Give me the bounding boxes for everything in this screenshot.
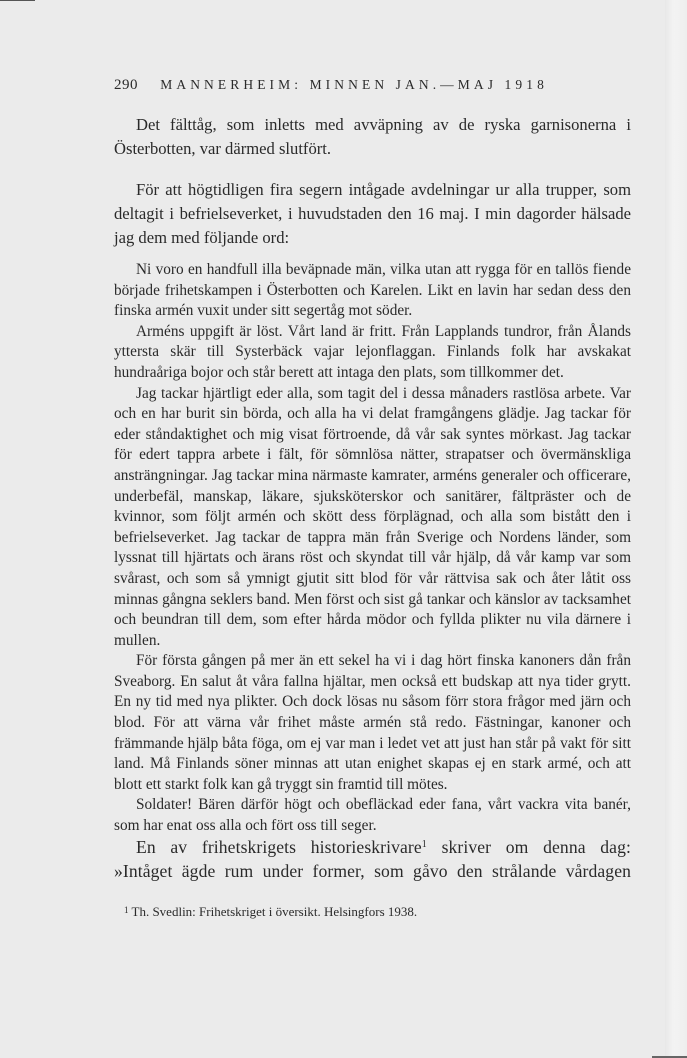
running-head <box>114 77 631 94</box>
body-text: För att högtidligen fira segern intågade avdelningar ur alla trupper, som deltagit i befrielseverket, i huvudstaden den 16 maj. I min dagorder hälsade jag dem med följande ord: <box>114 180 631 247</box>
closing-line-1 <box>114 835 631 859</box>
page-edge-shadow <box>665 0 687 1058</box>
quote-paragraph: Soldater! Bären därför högt och obefläckad eder fana, vårt vackra vita banér, som har enat oss alla och fört oss till seger. <box>114 796 631 835</box>
footnote-marker: 1 <box>124 905 129 915</box>
quote-paragraph: Ni voro en handfull illa beväpnade män, vilka utan att rygga för en tallös fiende började frihetskampen i Österbotten och Karelen. Likt en lavin har sedan dess den finska armén vuxit under sitt segertåg mot söder. <box>114 261 631 320</box>
closing-line-2: »Intåget ägde rum under former, som gåvo den strålande vårdagen <box>114 861 631 881</box>
closing-text: En av frihetskrigets historieskrivare <box>136 837 422 857</box>
body-text: Det fälttåg, som inletts med avväpning av de ryska garnisonerna i Österbotten, var därmed slutfört. <box>114 115 631 158</box>
closing-text: skriver om denna dag: <box>426 837 631 857</box>
running-title: MANNERHEIM: MINNEN JAN.—MAJ 1918 <box>160 77 548 92</box>
scan-edge-line <box>0 0 35 1</box>
footnote-text: Th. Svedlin: Frihetskriget i översikt. Helsingfors 1938. <box>128 904 418 919</box>
footnote <box>124 903 624 921</box>
page-number: 290 <box>114 77 138 93</box>
paragraph-2 <box>114 178 631 250</box>
paragraph-1 <box>114 113 631 161</box>
footnote-reference[interactable]: 1 <box>421 839 427 850</box>
quote-paragraph: För första gången på mer än ett sekel ha vi i dag hört finska kanoners dån från Sveaborg. En salut åt våra fallna hjältar, men också ett budskap att nya tider grytt. En ny tid med nya plikter. Och dock lösas nu såsom förr stora frågor med järn och blod. För att värna vår frihet måste armén stå redo. Fästningar, kanoner och främmande hjälp båta föga, om ej var man i ledet vet att just han står på vakt för sitt land. Må Finlands söner minnas att utan enighet skapas ej en stark armé, och att blott ett starkt folk kan gå tryggt sin framtid till mötes. <box>114 652 631 793</box>
quote-paragraph: Jag tackar hjärtligt eder alla, som tagit del i dessa månaders rastlösa arbete. Var och en har burit sin börda, och alla ha vi delat framgångens glädje. Jag tackar för eder ståndaktighet och mig visat förtroende, då vår sak syntes mörkast. Jag tackar för edert tappra arbete i fält, för sömnlösa nätter, strapatser och övermänskliga ansträngningar. Jag tackar mina närmaste kamrater, arméns generaler och officerare, underbefäl, manskap, läkare, sjuksköterskor och sanitärer, fältpräster och de kvinnor, som följt armén och skött dess förplägnad, och alla som bistått den i befrielseverket. Jag tackar de tappra män från Sverige och Nordens länder, som lyssnat till hjärtats och ärans röst och skyndat till vår hjälp, då vår kamp var som svårast, och som så ymnigt gjutit sitt blod för vår rättvisa sak och åter låtit oss minnas gångna seklers band. Men först och sist gå tankar och känslor av tacksamhet och beundran till dem, som efter hårda mödor och fyllda plikter nu vila därnere i mullen. <box>114 384 631 649</box>
closing-paragraph <box>114 835 631 883</box>
quote-paragraph: Arméns uppgift är löst. Vårt land är fritt. Från Lapplands tundror, från Ålands yttersta skär till Systerbäck vajar lejonflaggan. Finlands folk har avskakat hundraåriga bojor och står berett att intaga den plats, som tillkommer det. <box>114 322 631 381</box>
order-of-the-day-quote <box>114 260 631 837</box>
